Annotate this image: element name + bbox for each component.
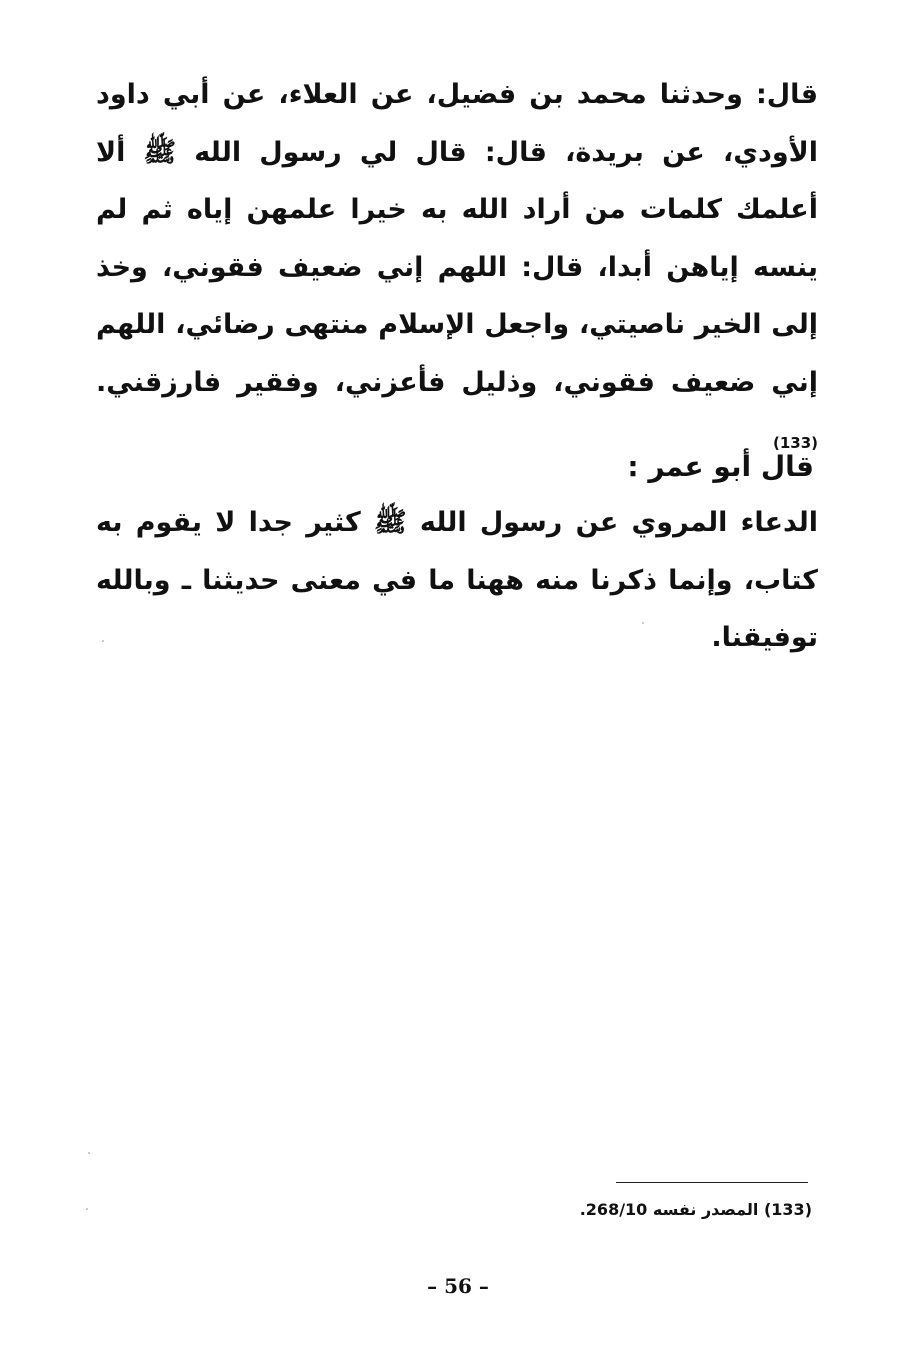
page-number: – 56 – <box>427 1274 489 1298</box>
hadith-text: قال: وحدثنا محمد بن فضيل، عن العلاء، عن أبي داود الأودي، عن بريدة، قال: قال لي رسول الله ﷺ ألا أعلمك كلمات من أراد الله به خيرا علمهن إياه ثم لم ينسه إياهن أبدا، قال: اللهم إني ضعيف فقوني، وخذ إلى الخير ناصيتي، واجعل الإسلام منتهى رضائي، اللهم إني ضعيف فقوني، وذليل فأعزني، وفقير فارزقني. <box>96 79 818 398</box>
scan-speck <box>102 640 104 642</box>
footnote-separator <box>616 1182 808 1183</box>
scan-speck <box>86 1208 88 1210</box>
body-paragraph-hadith <box>96 66 818 473</box>
body-paragraph-commentary: الدعاء المروي عن رسول الله ﷺ كثير جدا لا يقوم به كتاب، وإنما ذكرنا منه ههنا ما في معنى حديثنا ـ وبالله توفيقنا. <box>96 507 818 653</box>
scan-speck <box>642 622 644 624</box>
section-heading: قال أبو عمر : <box>627 450 814 483</box>
footnote-reference: (133) <box>772 434 818 452</box>
scan-speck <box>88 1152 90 1154</box>
footnote-text: (133) المصدر نفسه 268/10. <box>579 1200 812 1219</box>
